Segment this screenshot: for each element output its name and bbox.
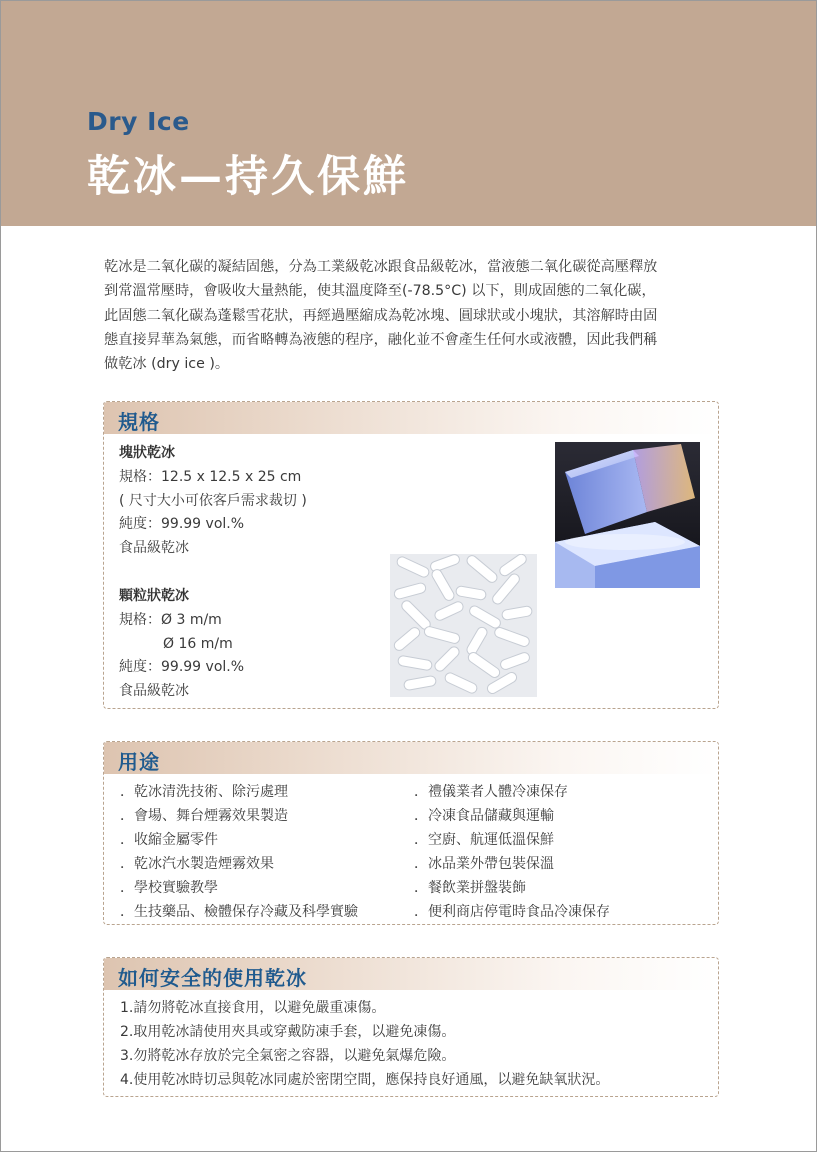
safety-item: 1.請勿將乾冰直接食用，以避免嚴重凍傷。 [120, 1000, 386, 1016]
usage-item: ．冰品業外帶包裝保溫 [414, 856, 554, 872]
usage-title: 用途 [118, 750, 160, 774]
dry-ice-pellets-photo [390, 554, 537, 697]
pellet-ice-grade: 食品級乾冰 [119, 683, 189, 700]
usage-item: ．乾冰清洗技術、除污處理 [120, 784, 288, 800]
usage-item: ．學校實驗教學 [120, 880, 218, 896]
safety-item: 4.使用乾冰時切忌與乾冰同處於密閉空間，應保持良好通風，以避免缺氧狀況。 [120, 1072, 610, 1088]
safety-item: 2.取用乾冰請使用夾具或穿戴防凍手套，以避免凍傷。 [120, 1024, 456, 1040]
header-banner [1, 1, 816, 226]
safety-title: 如何安全的使用乾冰 [118, 966, 307, 990]
block-ice-name: 塊狀乾冰 [119, 445, 175, 461]
usage-list-right [414, 780, 610, 924]
safety-item: 3.勿將乾冰存放於完全氣密之容器，以避免氣爆危險。 [120, 1048, 456, 1064]
pellet-ice-name: 顆粒狀乾冰 [119, 587, 189, 604]
intro-line: 乾冰是二氧化碳的凝結固態，分為工業級乾冰跟食品級乾冰，當液態二氧化碳從高壓釋放 [104, 259, 658, 275]
intro-paragraph [104, 255, 718, 376]
pellet-ice-purity: 純度：99.99 vol.% [119, 659, 245, 676]
usage-item: ．收縮金屬零件 [120, 832, 218, 848]
safety-panel [103, 957, 719, 1097]
spec-panel [103, 401, 719, 709]
title-english: Dry Ice [87, 107, 190, 136]
block-ice-size: 規格：12.5 x 12.5 x 25 cm [119, 468, 302, 485]
usage-item: ．餐飲業拼盤裝飾 [414, 880, 526, 896]
title-chinese: 乾冰—持久保鮮 [87, 152, 409, 202]
pellet-ice-size-1: 規格：Ø 3 m/m [119, 611, 222, 628]
usage-item: ．空廚、航運低溫保鮮 [414, 832, 554, 848]
block-ice-purity: 純度：99.99 vol.% [119, 516, 245, 533]
dry-ice-block-photo [555, 442, 700, 588]
intro-line: 到常溫常壓時，會吸收大量熱能，使其溫度降至(-78.5°C) 以下，則成固態的二氧化碳， [104, 283, 656, 300]
block-ice-grade: 食品級乾冰 [119, 540, 189, 557]
usage-title-bar [104, 742, 718, 774]
usage-item: ．便利商店停電時食品冷凍保存 [414, 904, 610, 920]
usage-item: ．冷凍食品儲藏與運輸 [414, 808, 554, 824]
usage-item: ．會場、舞台煙霧效果製造 [120, 808, 288, 824]
pellet-ice-size-2: Ø 16 m/m [163, 635, 233, 652]
usage-list-left [120, 780, 358, 924]
usage-item: ．禮儀業者人體冷凍保存 [414, 784, 568, 800]
intro-line: 態直接昇華為氣態，而省略轉為液態的程序，融化並不會產生任何水或液體，因此我們稱 [104, 331, 658, 348]
usage-panel [103, 741, 719, 925]
spec-text [119, 442, 307, 704]
usage-item: ．生技藥品、檢體保存冷藏及科學實驗 [120, 904, 358, 920]
block-ice-note: ( 尺寸大小可依客戶需求裁切 ) [119, 492, 307, 509]
safety-list [120, 996, 609, 1092]
spec-title: 規格 [118, 410, 160, 434]
usage-item: ．乾冰汽水製造煙霧效果 [120, 856, 274, 872]
intro-line: 做乾冰 (dry ice )。 [104, 356, 230, 373]
spacer [119, 561, 307, 585]
intro-line: 此固態二氧化碳為蓬鬆雪花狀，再經過壓縮成為乾冰塊、圓球狀或小塊狀，其溶解時由固 [104, 307, 658, 324]
spec-title-bar [104, 402, 718, 434]
